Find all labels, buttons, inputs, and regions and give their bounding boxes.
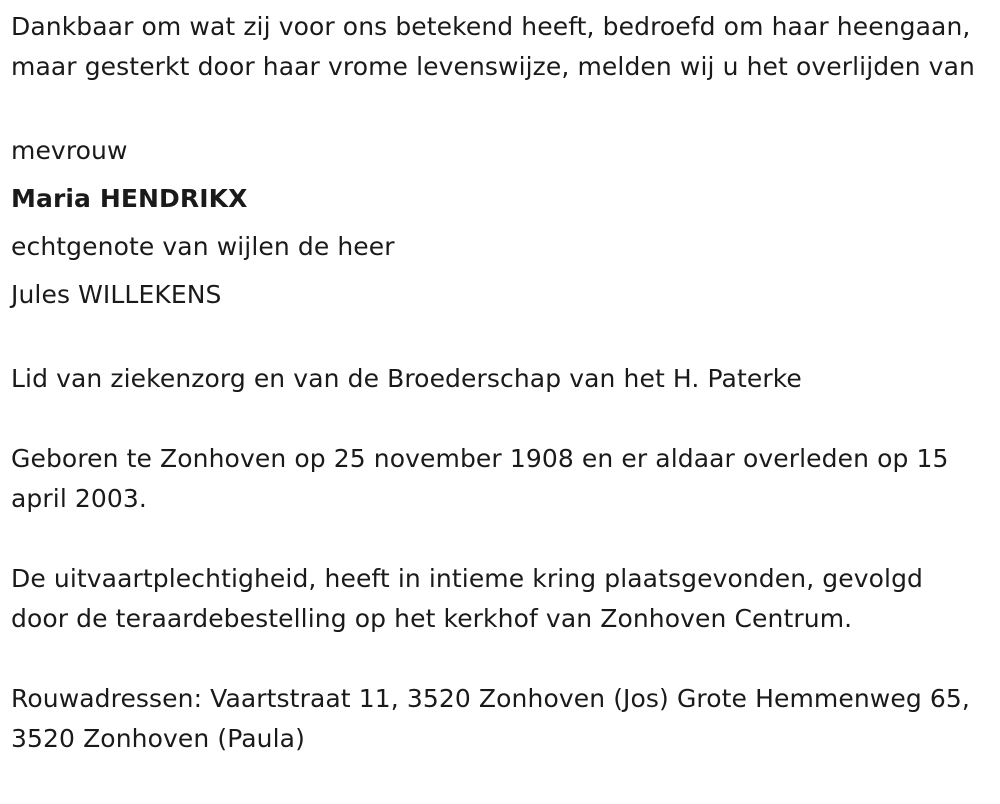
spacer — [11, 639, 986, 679]
deceased-name: Maria HENDRIKX — [11, 184, 248, 213]
membership-paragraph: Lid van ziekenzorg en van de Broederschap van het H. Paterke — [11, 364, 802, 393]
spacer — [11, 319, 986, 359]
relation-line: echtgenote van wijlen de heer — [11, 232, 395, 261]
intro-paragraph: Dankbaar om wat zij voor ons betekend heeft, bedroefd om haar heengaan, maar gesterkt door haar vrome levenswijze, melden wij u het overlijden van — [11, 12, 975, 81]
birth-death-paragraph: Geboren te Zonhoven op 25 november 1908 en er aldaar overleden op 15 april 2003. — [11, 444, 949, 513]
spacer — [11, 399, 986, 439]
funeral-paragraph: De uitvaartplechtigheid, heeft in intieme kring plaatsgevonden, gevolgd door de teraardebestelling op het kerkhof van Zonhoven Centrum. — [11, 564, 924, 633]
honorific: mevrouw — [11, 136, 128, 165]
spouse-name: Jules WILLEKENS — [11, 280, 222, 309]
spacer — [11, 519, 986, 559]
spacer — [11, 87, 986, 127]
addresses-paragraph: Rouwadressen: Vaartstraat 11, 3520 Zonhoven (Jos) Grote Hemmenweg 65, 3520 Zonhoven (Paula) — [11, 684, 970, 753]
